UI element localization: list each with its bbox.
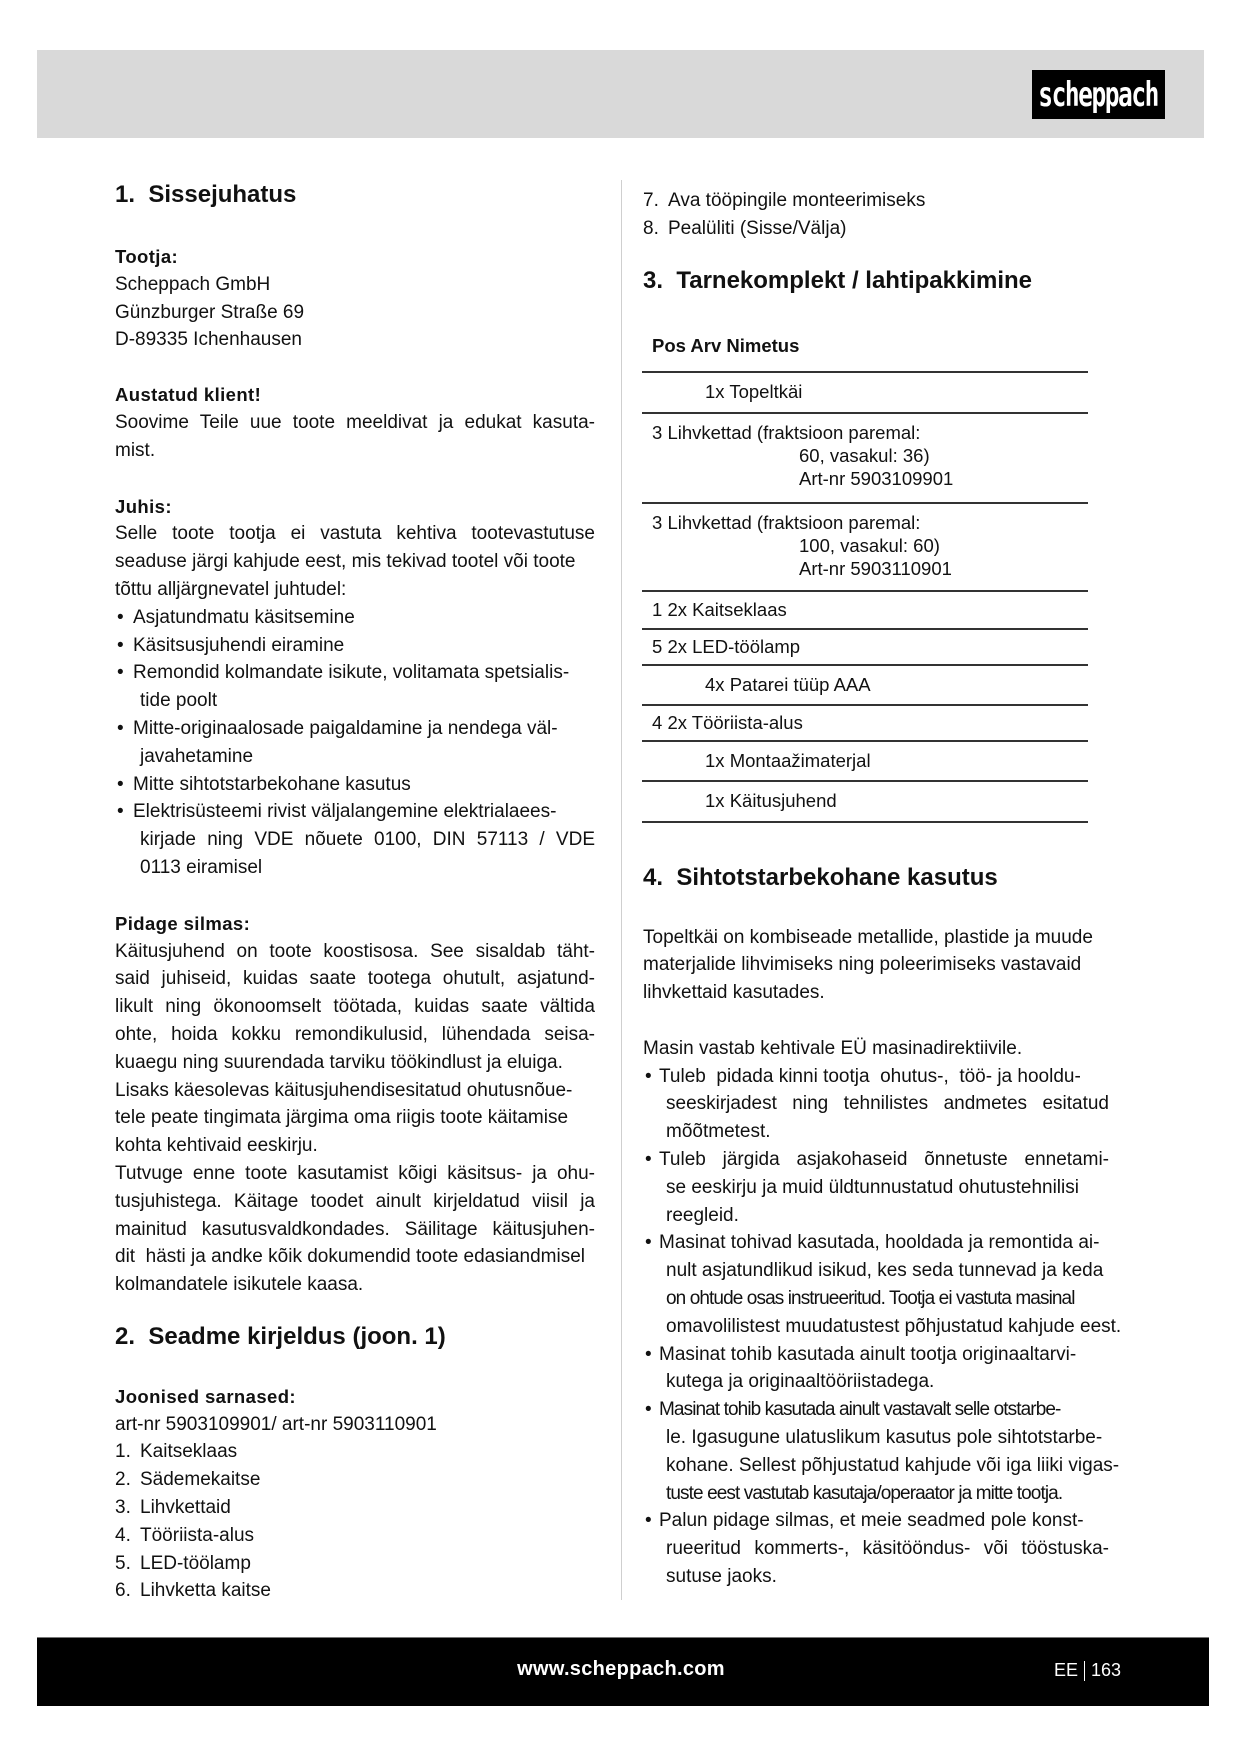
list-item — [643, 187, 1109, 215]
pos-value: 3 — [652, 511, 663, 533]
table-row — [642, 705, 1088, 741]
item-number: 6. — [115, 1580, 131, 1602]
separator — [1084, 1661, 1085, 1681]
text-line: nult asjatundlikud isikud, kes seda tunnevad ja keda — [666, 1260, 1104, 1282]
quantity-value: 2x — [667, 598, 687, 620]
table-cell — [642, 781, 1088, 822]
text-line: kirjade ning VDE nõuete 0100, DIN 57113 / VDE — [140, 829, 595, 851]
text-line: tele peate tingimata järgima oma riigis toote käitamise — [115, 1107, 569, 1129]
website-link[interactable]: www.scheppach.com — [517, 1658, 725, 1680]
intended-use-text — [643, 924, 1109, 1007]
greeting-label: Austatud klient! — [115, 384, 262, 406]
manufacturer-address — [115, 271, 595, 354]
left-column — [115, 180, 595, 1605]
bullet-item — [643, 1229, 1122, 1340]
item-number: 5. — [115, 1552, 131, 1574]
note-text — [115, 520, 595, 603]
delivery-contents-table — [642, 322, 1088, 823]
intended-use-bullet-list — [643, 1063, 1122, 1591]
text-line: tide poolt — [140, 690, 218, 712]
bullet-item — [643, 1396, 1120, 1507]
text-line: kuaegu ning suurendada tarviku töökindlust ja eluiga. — [115, 1051, 563, 1073]
text-line: Käitusjuhend on toote koostisosa. See sisaldab täht- — [115, 940, 595, 962]
list-item — [643, 215, 1109, 243]
text-line: seaduse järgi kahjude eest, mis tekivad tootel või toote — [115, 551, 576, 573]
table-cell — [642, 372, 1088, 413]
item-name: Lihvkettad (fraktsioon paremal: — [667, 511, 921, 533]
item-number: 3. — [115, 1497, 131, 1519]
page-indicator — [1054, 1660, 1121, 1681]
table-row — [642, 781, 1088, 822]
section-3-title: 3. Tarnekomplekt / lahtipakkimine — [643, 266, 1033, 294]
item-name: Topeltkäi — [729, 381, 803, 403]
pos-value: 4 — [652, 711, 663, 733]
logo-text: scheppach — [1038, 74, 1159, 115]
text-line: materjalide lihvimiseks ning poleerimiseks vastavaid — [643, 954, 1082, 976]
text-line: Topeltkäi on kombiseade metallide, plastide ja muude — [643, 926, 1093, 948]
text-line: • Mitte-originaalosade paigaldamine ja nendega väl- — [115, 715, 595, 743]
bullet-item — [643, 1146, 1109, 1229]
item-number: 1. — [115, 1441, 131, 1463]
text-line: • Masinat tohib kasutada ainult tootja originaaltarvi- — [643, 1341, 1109, 1369]
text-line: Soovime Teile uue toote meeldivat ja edukat kasuta- — [115, 411, 595, 433]
quantity-value: 2x — [667, 635, 687, 657]
text-line: Masin vastab kehtivale EÜ masinadirektiivile. — [643, 1037, 1023, 1059]
text-line: • Masinat tohivad kasutada, hooldada ja remontida ai- — [643, 1229, 1109, 1257]
item-number: 4. — [115, 1524, 131, 1546]
quantity-value: 2x — [667, 711, 687, 733]
item-detail: Art-nr 5903110901 — [799, 557, 952, 579]
text-line: kutega ja originaaltööriistadega. — [666, 1371, 935, 1393]
list-item — [115, 1466, 595, 1494]
text-line: mist. — [115, 439, 156, 461]
item-label: Lihvkettaid — [140, 1497, 231, 1519]
parts-list — [115, 1438, 595, 1605]
text-line: Scheppach GmbH — [115, 273, 271, 295]
text-line: tuste eest vastutab kasutaja/operaator ja mitte tootja. — [666, 1482, 1063, 1504]
language-code: EE — [1054, 1660, 1079, 1680]
quantity-value: 1x — [705, 381, 725, 403]
bullet-item — [643, 1341, 1109, 1397]
quantity-value: 1x — [705, 749, 725, 771]
note-block — [115, 493, 595, 882]
item-detail: 100, vasakul: 60) — [799, 534, 940, 556]
item-label: Kaitseklaas — [140, 1441, 238, 1463]
table-row — [642, 591, 1088, 629]
quantity-value: 4x — [705, 673, 725, 695]
item-label: Tööriista-alus — [140, 1524, 255, 1546]
text-line: kolmandatele isikutele kaasa. — [115, 1274, 364, 1296]
quantity-value: 1x — [705, 790, 725, 812]
table-header: Pos Arv Nimetus — [642, 322, 1088, 372]
section-2-title: 2. Seadme kirjeldus (joon. 1) — [115, 1322, 446, 1350]
item-number: 2. — [115, 1469, 131, 1491]
item-label: Pealüliti (Sisse/Välja) — [668, 217, 847, 239]
section-1-title: 1. Sissejuhatus — [115, 181, 297, 208]
note-bullet-list — [115, 604, 595, 882]
text-line: 0113 eiramisel — [140, 856, 263, 878]
bullet-item — [115, 798, 595, 881]
list-item — [115, 1577, 595, 1605]
table-cell — [642, 503, 1088, 591]
list-item — [115, 1494, 595, 1522]
text-line: tusjuhistega. Käitage toodet ainult kirjeldatud viisil ja — [115, 1190, 595, 1212]
text-line: lihvkettaid kasutades. — [643, 982, 825, 1004]
text-line: • Tuleb pidada kinni tootja ohutus-, töö- ja hooldu- — [643, 1063, 1109, 1091]
table-cell — [642, 591, 1088, 629]
item-label: Lihvketta kaitse — [140, 1580, 271, 1602]
table-row — [642, 741, 1088, 781]
text-line: kohta kehtivaid eeskirju. — [115, 1135, 318, 1157]
figures-label: Joonised sarnased: — [115, 1385, 296, 1407]
item-label: Ava tööpingile monteerimiseks — [668, 190, 926, 211]
bullet-item — [115, 604, 595, 632]
intended-use-block — [643, 924, 1122, 1591]
item-name: Tööriista-alus — [691, 711, 803, 733]
greeting-text — [115, 409, 595, 465]
text-line: • Remondid kolmandate isikute, volitamata spetsialis- — [115, 659, 595, 687]
text-line: sutuse jaoks. — [666, 1565, 777, 1587]
table-row — [642, 372, 1088, 413]
item-label: LED-töölamp — [140, 1552, 251, 1574]
bullet-item — [115, 659, 595, 715]
text-line: le. Igasugune ulatuslikum kasutus pole sihtotstarbe- — [666, 1426, 1103, 1448]
greeting-block — [115, 381, 595, 464]
table-cell — [642, 665, 1088, 705]
remember-label: Pidage silmas: — [115, 912, 251, 934]
text-line: mainitud kasutusvaldkondades. Säilitage käitusjuhen- — [115, 1218, 595, 1240]
item-name: Patarei tüüp AAA — [729, 673, 871, 695]
text-line: likult ning ökonoomselt töötada, kuidas saate vältida — [115, 996, 595, 1018]
text-line: Günzburger Straße 69 — [115, 301, 305, 323]
scheppach-logo — [1032, 70, 1165, 119]
pos-value: 1 — [652, 598, 663, 620]
text-line: • Palun pidage silmas, et meie seadmed pole konst- — [643, 1507, 1109, 1535]
item-label: Sädemekaitse — [140, 1469, 261, 1491]
bullet-item — [643, 1507, 1109, 1590]
list-item — [115, 1438, 595, 1466]
note-label: Juhis: — [115, 495, 172, 517]
text-line: Selle toote tootja ei vastuta kehtiva tootevastutuse — [115, 523, 595, 545]
text-line: • Mitte sihtotstarbekohane kasutus — [115, 771, 595, 799]
item-name: LED-töölamp — [692, 635, 801, 657]
text-line: se eeskirju ja muid üldtunnustatud ohutustehnilisi — [666, 1176, 1079, 1198]
item-number: 7. — [643, 190, 659, 211]
manufacturer-block — [115, 243, 595, 354]
table-cell — [642, 629, 1088, 665]
text-line: tõttu alljärgnevatel juhtudel: — [115, 578, 347, 600]
text-line: kohane. Sellest põhjustatud kahjude või iga liiki vigas- — [666, 1454, 1120, 1476]
table-row — [642, 629, 1088, 665]
table-cell — [642, 413, 1088, 503]
directive-text — [643, 1035, 1109, 1063]
text-line: • Tuleb järgida asjakohaseid õnnetuste ennetami- — [643, 1146, 1109, 1174]
text-line: ohte, hoida kokku remondikulusid, lühendada seisa- — [115, 1023, 595, 1045]
text-line: omavolilistest muudatustest põhjustatud kahjude eest. — [666, 1315, 1122, 1337]
pos-value: 3 — [652, 421, 663, 443]
pos-value: 5 — [652, 635, 663, 657]
text-line: said juhiseid, kuidas saate tootega ohutult, asjatund- — [115, 968, 595, 990]
item-detail: 60, vasakul: 36) — [799, 444, 930, 466]
text-line: Tutvuge enne toote kasutamist kõigi käsitsus- ja ohu- — [115, 1162, 595, 1184]
item-name: Lihvkettad (fraktsioon paremal: — [667, 421, 921, 443]
item-number: 8. — [643, 217, 659, 239]
item-name: Käitusjuhend — [729, 790, 837, 812]
remember-block — [115, 910, 595, 1299]
table-cell — [642, 741, 1088, 781]
delivery-table-wrap — [643, 322, 1109, 823]
table-cell — [642, 705, 1088, 741]
column-divider — [621, 180, 622, 1600]
right-column — [643, 187, 1122, 1591]
bullet-item — [115, 771, 595, 799]
table-row — [642, 665, 1088, 705]
list-item — [115, 1550, 595, 1578]
parts-list-continued — [643, 187, 1109, 243]
bullet-item — [643, 1063, 1109, 1146]
figures-article-numbers — [115, 1411, 595, 1439]
text-line: • Käsitsusjuhendi eiramine — [115, 632, 595, 660]
page-footer — [37, 1637, 1209, 1706]
page-header — [37, 50, 1204, 138]
bullet-item — [115, 715, 595, 771]
remember-text — [115, 938, 595, 1299]
text-line: reegleid. — [666, 1204, 739, 1226]
table-header-row — [642, 322, 1088, 372]
text-line: dit hästi ja andke kõik dokumendid toote edasiandmisel — [115, 1246, 586, 1268]
figures-block — [115, 1383, 595, 1605]
item-name: Montaažimaterjal — [729, 749, 871, 771]
text-line: on ohtude osas instrueeritud. Tootja ei vastuta masinal — [666, 1287, 1075, 1309]
section-4-title: 4. Sihtotstarbekohane kasutus — [643, 863, 998, 891]
item-detail: Art-nr 5903109901 — [799, 467, 954, 489]
text-line: Lisaks käesolevas käitusjuhendisesitatud ohutusnõue- — [115, 1079, 573, 1101]
table-row — [642, 503, 1088, 591]
text-line: art-nr 5903109901/ art-nr 5903110901 — [115, 1413, 437, 1435]
text-line: • Masinat tohib kasutada ainult vastavalt selle otstarbe- — [643, 1396, 1109, 1424]
text-line: • Elektrisüsteemi rivist väljalangemine elektrialaees- — [115, 798, 595, 826]
table-row — [642, 413, 1088, 503]
text-line: mõõtmetest. — [666, 1121, 771, 1143]
page-number: 163 — [1091, 1660, 1122, 1680]
text-line: seeskirjadest ning tehnilistes andmetes esitatud — [666, 1093, 1109, 1115]
item-name: Kaitseklaas — [692, 598, 787, 620]
text-line: rueeritud kommerts-, käsitööndus- või tööstuska- — [666, 1538, 1109, 1560]
list-item — [115, 1522, 595, 1550]
text-line: • Asjatundmatu käsitsemine — [115, 604, 595, 632]
text-line: javahetamine — [140, 745, 254, 767]
manufacturer-label: Tootja: — [115, 246, 179, 267]
text-line: D-89335 Ichenhausen — [115, 329, 302, 351]
bullet-item — [115, 632, 595, 660]
